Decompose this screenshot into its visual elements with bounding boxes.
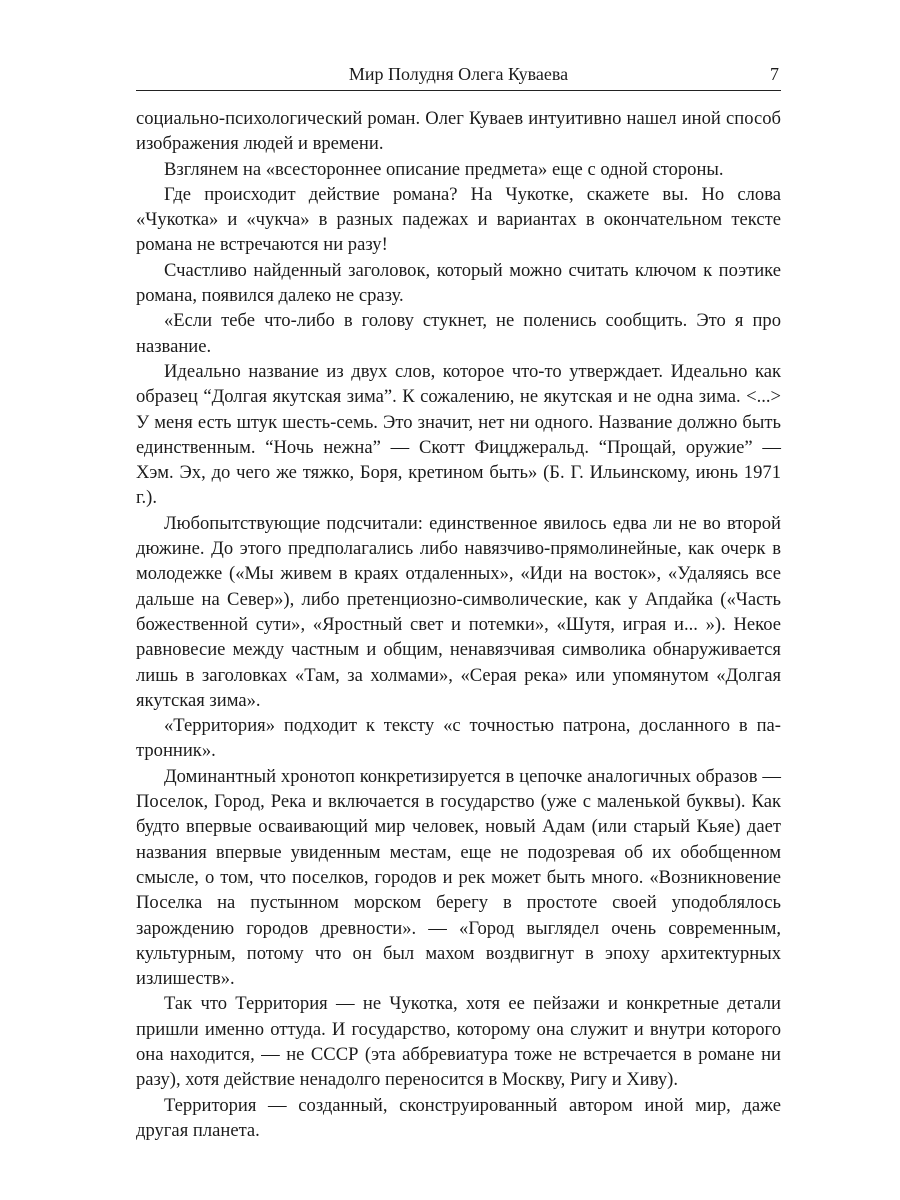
paragraph: Где происходит действие романа? На Чукотке, скажете вы. Но слова «Чукотка» и «чукча» в разных падежах и вариантах в окончательном тексте романа не встречаются ни разу! (136, 183, 781, 256)
body-text (136, 106, 781, 1143)
paragraph: Взглянем на «всестороннее описание предмета» еще с одной стороны. (164, 158, 724, 180)
paragraph: Любопытствующие подсчитали: единственное явилось едва ли не во второй дюжине. До этого предполагались либо навязчиво-прямолинейные, как очерк в молодежке («Мы живем в краях отдаленных», «Иди на восток», «Удаляясь все дальше на Север»), либо претенциозно-символические, как у Апдайка («Часть божественной сути», «Яростный свет и потемки», «Шутя, играя и... »). Некое равновесие между частным и общим, ненавязчивая символика обнаруживается лишь в заголовках «Там, за холмами», «Серая река» или упомянутом «Долгая якутская зима». (136, 512, 781, 711)
paragraph: социально-психологический роман. Олег Куваев интуитивно нашел иной способ изображения людей и времени. (136, 108, 781, 155)
paragraph: Доминантный хронотоп конкретизируется в цепочке аналогичных образов — Поселок, Город, Река и включается в государство (уже с маленькой буквы). Как будто впервые осваивающий мир человек, новый Адам (или старый Кьяе) дает названия впервые увиденным местам, еще не подозревая об их обобщенном смысле, о том, что поселков, городов и рек может быть много. «Возникновение Поселка на пустынном морском берегу в простоте своей уподоблялось зарождению городов древности». — «Город выглядел очень современным, культурным, потому что он был махом воздвигнут в эпоху архитектурных излишеств». (136, 765, 781, 990)
paragraph: Территория — созданный, сконструированный автором иной мир, даже другая планета. (136, 1094, 781, 1141)
paragraph: Так что Территория — не Чукотка, хотя ее пейзажи и конкретные детали пришли именно оттуда. И государство, которому она служит и внутри которого она находится, — не СССР (эта аббревиатура тоже не встречается в романе ни разу), хотя действие ненадолго переносится в Москву, Ригу и Хиву). (136, 993, 781, 1091)
paragraph: Счастливо найденный заголовок, который можно считать ключом к поэтике романа, появился далеко не сразу. (136, 259, 781, 307)
running-header (136, 62, 781, 91)
paragraph: Идеально название из двух слов, которое что-то утверждает. Идеально как образец “Долгая якутская зима”. К сожалению, не якутская и не одна зима. <...> У меня есть штук шесть-семь. Это значит, нет ни одного. Название должно быть единственным. “Ночь нежна” — Скотт Фицджеральд. “Прощай, оружие” — Хэм. Эх, до чего же тяжко, Боря, кретином быть» (Б. Г. Ильинскому, июнь 1971 г.). (136, 360, 781, 509)
paragraph: «Территория» подходит к тексту «с точностью патрона, досланного в патронник». (136, 715, 781, 762)
paragraph: «Если тебе что-либо в голову стукнет, не поленись сообщить. Это я про название. (136, 310, 781, 357)
page-number: 7 (770, 64, 779, 84)
running-title: Мир Полудня Олега Куваева (348, 64, 569, 84)
